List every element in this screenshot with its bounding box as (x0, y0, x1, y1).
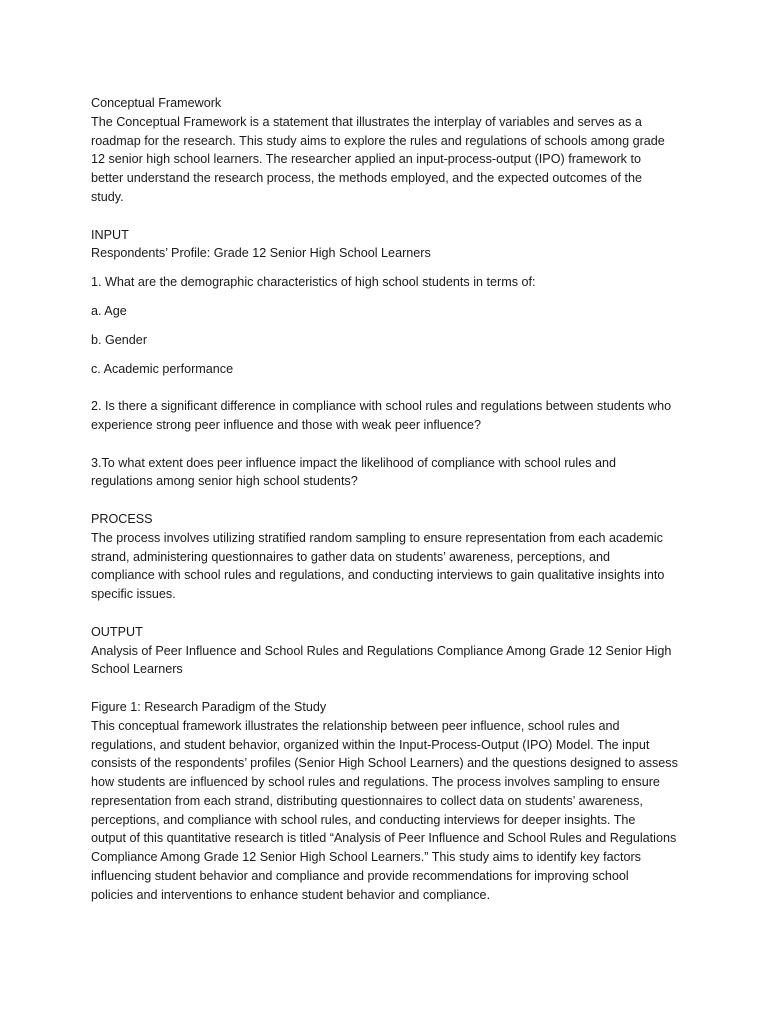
item-age: a. Age (91, 303, 127, 318)
process-heading: PROCESS (91, 511, 153, 526)
document-page (91, 94, 691, 905)
intro-line: The Conceptual Framework is a statement that illustrates the interplay of variables and serves as a (91, 114, 642, 129)
output-line: School Learners (91, 662, 183, 677)
figure-description (91, 717, 691, 905)
intro-line: roadmap for the research. This study aims to explore the rules and regulations of schools among grade (91, 133, 665, 148)
item-academic-performance: c. Academic performance (91, 361, 234, 376)
process-line: specific issues. (91, 587, 176, 602)
question-2 (91, 397, 691, 435)
question-1: 1. What are the demographic characteristics of high school students in terms of: (91, 275, 536, 290)
conceptual-framework-intro (91, 113, 691, 207)
figure-line: perceptions, and compliance with school rules, and conducting interviews for deeper insights. The (91, 812, 636, 827)
process-line: The process involves utilizing stratified random sampling to ensure representation from each academic (91, 530, 663, 545)
figure-line: influencing student behavior and compliance and provide recommendations for improving school (91, 869, 629, 884)
figure-line: Compliance Among Grade 12 Senior High School Learners.” This study aims to identify key factors (91, 850, 641, 865)
process-line: strand, administering questionnaires to gather data on students’ awareness, perceptions, and (91, 549, 610, 564)
figure-line: how students are influenced by school rules and regulations. The process involves sampling to ensure (91, 775, 660, 790)
question-3 (91, 454, 691, 492)
intro-line: 12 senior high school learners. The researcher applied an input-process-output (IPO) framework to (91, 152, 641, 167)
output-heading: OUTPUT (91, 624, 143, 639)
input-heading: INPUT (91, 227, 129, 242)
figure-line: representation from each strand, distributing questionnaires to collect data on students’ awareness, (91, 793, 643, 808)
question-2-line: experience strong peer influence and those with weak peer influence? (91, 417, 481, 432)
figure-line: output of this quantitative research is titled “Analysis of Peer Influence and School Rules and Regulations (91, 831, 677, 846)
conceptual-framework-heading: Conceptual Framework (91, 96, 222, 110)
question-3-line: regulations among senior high school students? (91, 474, 358, 489)
output-line: Analysis of Peer Influence and School Rules and Regulations Compliance Among Grade 12 Senior High (91, 643, 672, 658)
respondents-profile: Respondents’ Profile: Grade 12 Senior High School Learners (91, 246, 431, 261)
figure-line: consists of the respondents’ profiles (Senior High School Learners) and the questions designed to assess (91, 756, 678, 771)
figure-caption: Figure 1: Research Paradigm of the Study (91, 699, 327, 714)
process-paragraph (91, 529, 691, 604)
item-gender: b. Gender (91, 332, 148, 347)
output-paragraph (91, 642, 691, 680)
question-2-line: 2. Is there a significant difference in compliance with school rules and regulations between students who (91, 399, 672, 414)
figure-line: This conceptual framework illustrates the relationship between peer influence, school rules and (91, 718, 620, 733)
intro-line: study. (91, 189, 124, 204)
figure-line: regulations, and student behavior, organized within the Input-Process-Output (IPO) Model. The input (91, 737, 650, 752)
intro-line: better understand the research process, the methods employed, and the expected outcomes of the (91, 171, 642, 186)
question-3-line: 3.To what extent does peer influence impact the likelihood of compliance with school rules and (91, 455, 617, 470)
process-line: compliance with school rules and regulations, and conducting interviews to gain qualitative insights into (91, 568, 665, 583)
figure-line: policies and interventions to enhance student behavior and compliance. (91, 887, 491, 902)
